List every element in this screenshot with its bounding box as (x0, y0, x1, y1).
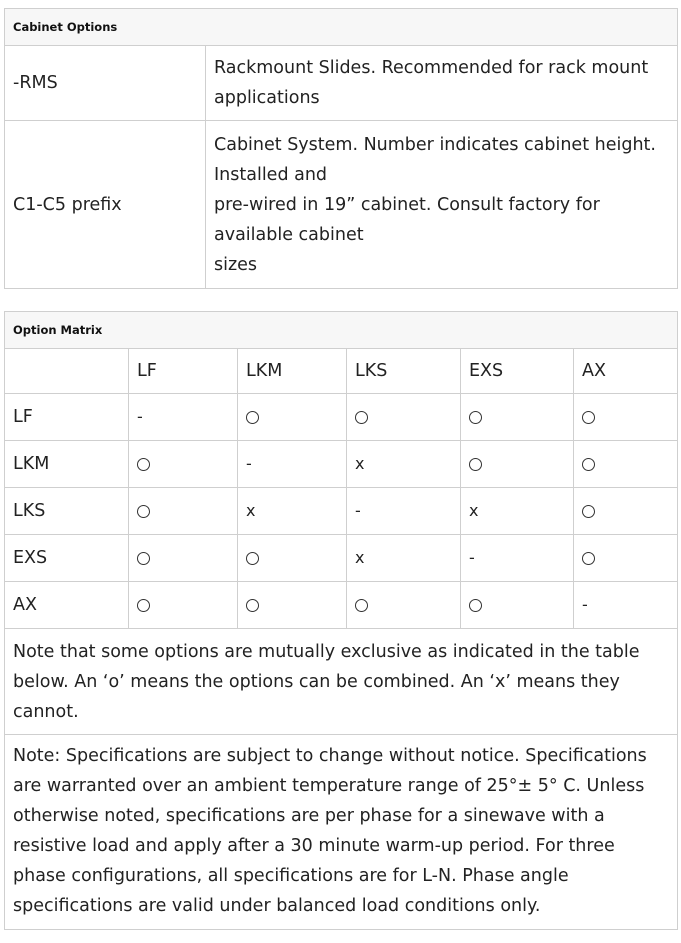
note-row (5, 629, 678, 735)
compatible-cell (461, 441, 574, 488)
circle-icon (355, 599, 368, 612)
table-row (5, 46, 678, 121)
matrix-row-label: LF (5, 394, 129, 441)
matrix-corner-cell (5, 349, 129, 394)
circle-icon (582, 552, 595, 565)
matrix-column-header: LKM (238, 349, 347, 394)
table-row (5, 394, 678, 441)
compatible-cell (238, 394, 347, 441)
self-cell (574, 582, 678, 629)
dash-mark: - (582, 595, 588, 614)
dash-mark: - (355, 501, 361, 520)
compatible-cell (129, 441, 238, 488)
table-row (5, 582, 678, 629)
self-cell (129, 394, 238, 441)
note-line: phase configurations, all specifications are for L-N. Phase angle (13, 866, 569, 886)
note-line: resistive load and apply after a 30 minute warm-up period. For three (13, 836, 615, 856)
table-row (5, 488, 678, 535)
x-mark: x (355, 548, 365, 567)
compatible-cell (574, 535, 678, 582)
incompatible-cell (238, 488, 347, 535)
note-line: cannot. (13, 701, 79, 722)
incompatible-cell (347, 535, 461, 582)
note-line: specifications are valid under balanced load conditions only. (13, 896, 541, 916)
matrix-column-header: EXS (461, 349, 574, 394)
circle-icon (246, 411, 259, 424)
compatible-cell (347, 582, 461, 629)
x-mark: x (469, 501, 479, 520)
circle-icon (469, 458, 482, 471)
option-code: -RMS (5, 46, 206, 121)
description-line: pre-wired in 19” cabinet. Consult factory for (214, 194, 600, 215)
compatible-cell (461, 582, 574, 629)
note-line: Note: Specifications are subject to change without notice. Specifications (13, 746, 647, 766)
compatible-cell (129, 488, 238, 535)
cabinet-options-header (5, 9, 678, 46)
matrix-row-label: LKS (5, 488, 129, 535)
cabinet-options-table (4, 8, 678, 289)
matrix-row-label: LKM (5, 441, 129, 488)
matrix-row-label: AX (5, 582, 129, 629)
matrix-column-header: AX (574, 349, 678, 394)
matrix-column-headers (5, 349, 678, 394)
dash-mark: - (469, 548, 475, 567)
cabinet-options-title: Cabinet Options (5, 9, 678, 46)
spec-note-row (5, 735, 678, 930)
compatible-cell (574, 394, 678, 441)
circle-icon (582, 505, 595, 518)
matrix-body (5, 394, 678, 629)
option-code: C1-C5 prefix (5, 121, 206, 289)
description-line: applications (214, 88, 320, 108)
circle-icon (355, 411, 368, 424)
circle-icon (137, 505, 150, 518)
option-matrix-title: Option Matrix (5, 312, 678, 349)
option-description (206, 46, 678, 121)
note-line: below. An ‘o’ means the options can be combined. An ‘x’ means they (13, 671, 620, 692)
dash-mark: - (246, 454, 252, 473)
option-matrix-table (4, 311, 678, 930)
description-line: available cabinet (214, 224, 364, 245)
exclusivity-note (5, 629, 678, 735)
specifications-note (5, 735, 678, 930)
description-line: Cabinet System. Number indicates cabinet height. (214, 134, 656, 155)
table-row (5, 441, 678, 488)
table-row (5, 535, 678, 582)
circle-icon (246, 552, 259, 565)
compatible-cell (574, 441, 678, 488)
compatible-cell (238, 535, 347, 582)
note-line: are warranted over an ambient temperature range of 25°± 5° C. Unless (13, 776, 645, 796)
table-row (5, 121, 678, 289)
circle-icon (246, 599, 259, 612)
description-line: sizes (214, 254, 258, 275)
matrix-row-label: EXS (5, 535, 129, 582)
compatible-cell (574, 488, 678, 535)
matrix-column-header: LKS (347, 349, 461, 394)
circle-icon (582, 411, 595, 424)
option-matrix-header (5, 312, 678, 349)
x-mark: x (246, 501, 256, 520)
compatible-cell (129, 582, 238, 629)
incompatible-cell (347, 441, 461, 488)
dash-mark: - (137, 407, 143, 426)
matrix-column-header: LF (129, 349, 238, 394)
note-line: Note that some options are mutually exclusive as indicated in the table (13, 641, 640, 662)
option-description (206, 121, 678, 289)
circle-icon (469, 411, 482, 424)
compatible-cell (129, 535, 238, 582)
self-cell (238, 441, 347, 488)
circle-icon (469, 599, 482, 612)
compatible-cell (238, 582, 347, 629)
x-mark: x (355, 454, 365, 473)
description-line: Rackmount Slides. Recommended for rack mount (214, 58, 649, 78)
description-line: Installed and (214, 164, 328, 185)
note-line: otherwise noted, specifications are per phase for a sinewave with a (13, 806, 605, 826)
circle-icon (582, 458, 595, 471)
circle-icon (137, 458, 150, 471)
self-cell (461, 535, 574, 582)
compatible-cell (461, 394, 574, 441)
self-cell (347, 488, 461, 535)
compatible-cell (347, 394, 461, 441)
incompatible-cell (461, 488, 574, 535)
circle-icon (137, 552, 150, 565)
circle-icon (137, 599, 150, 612)
